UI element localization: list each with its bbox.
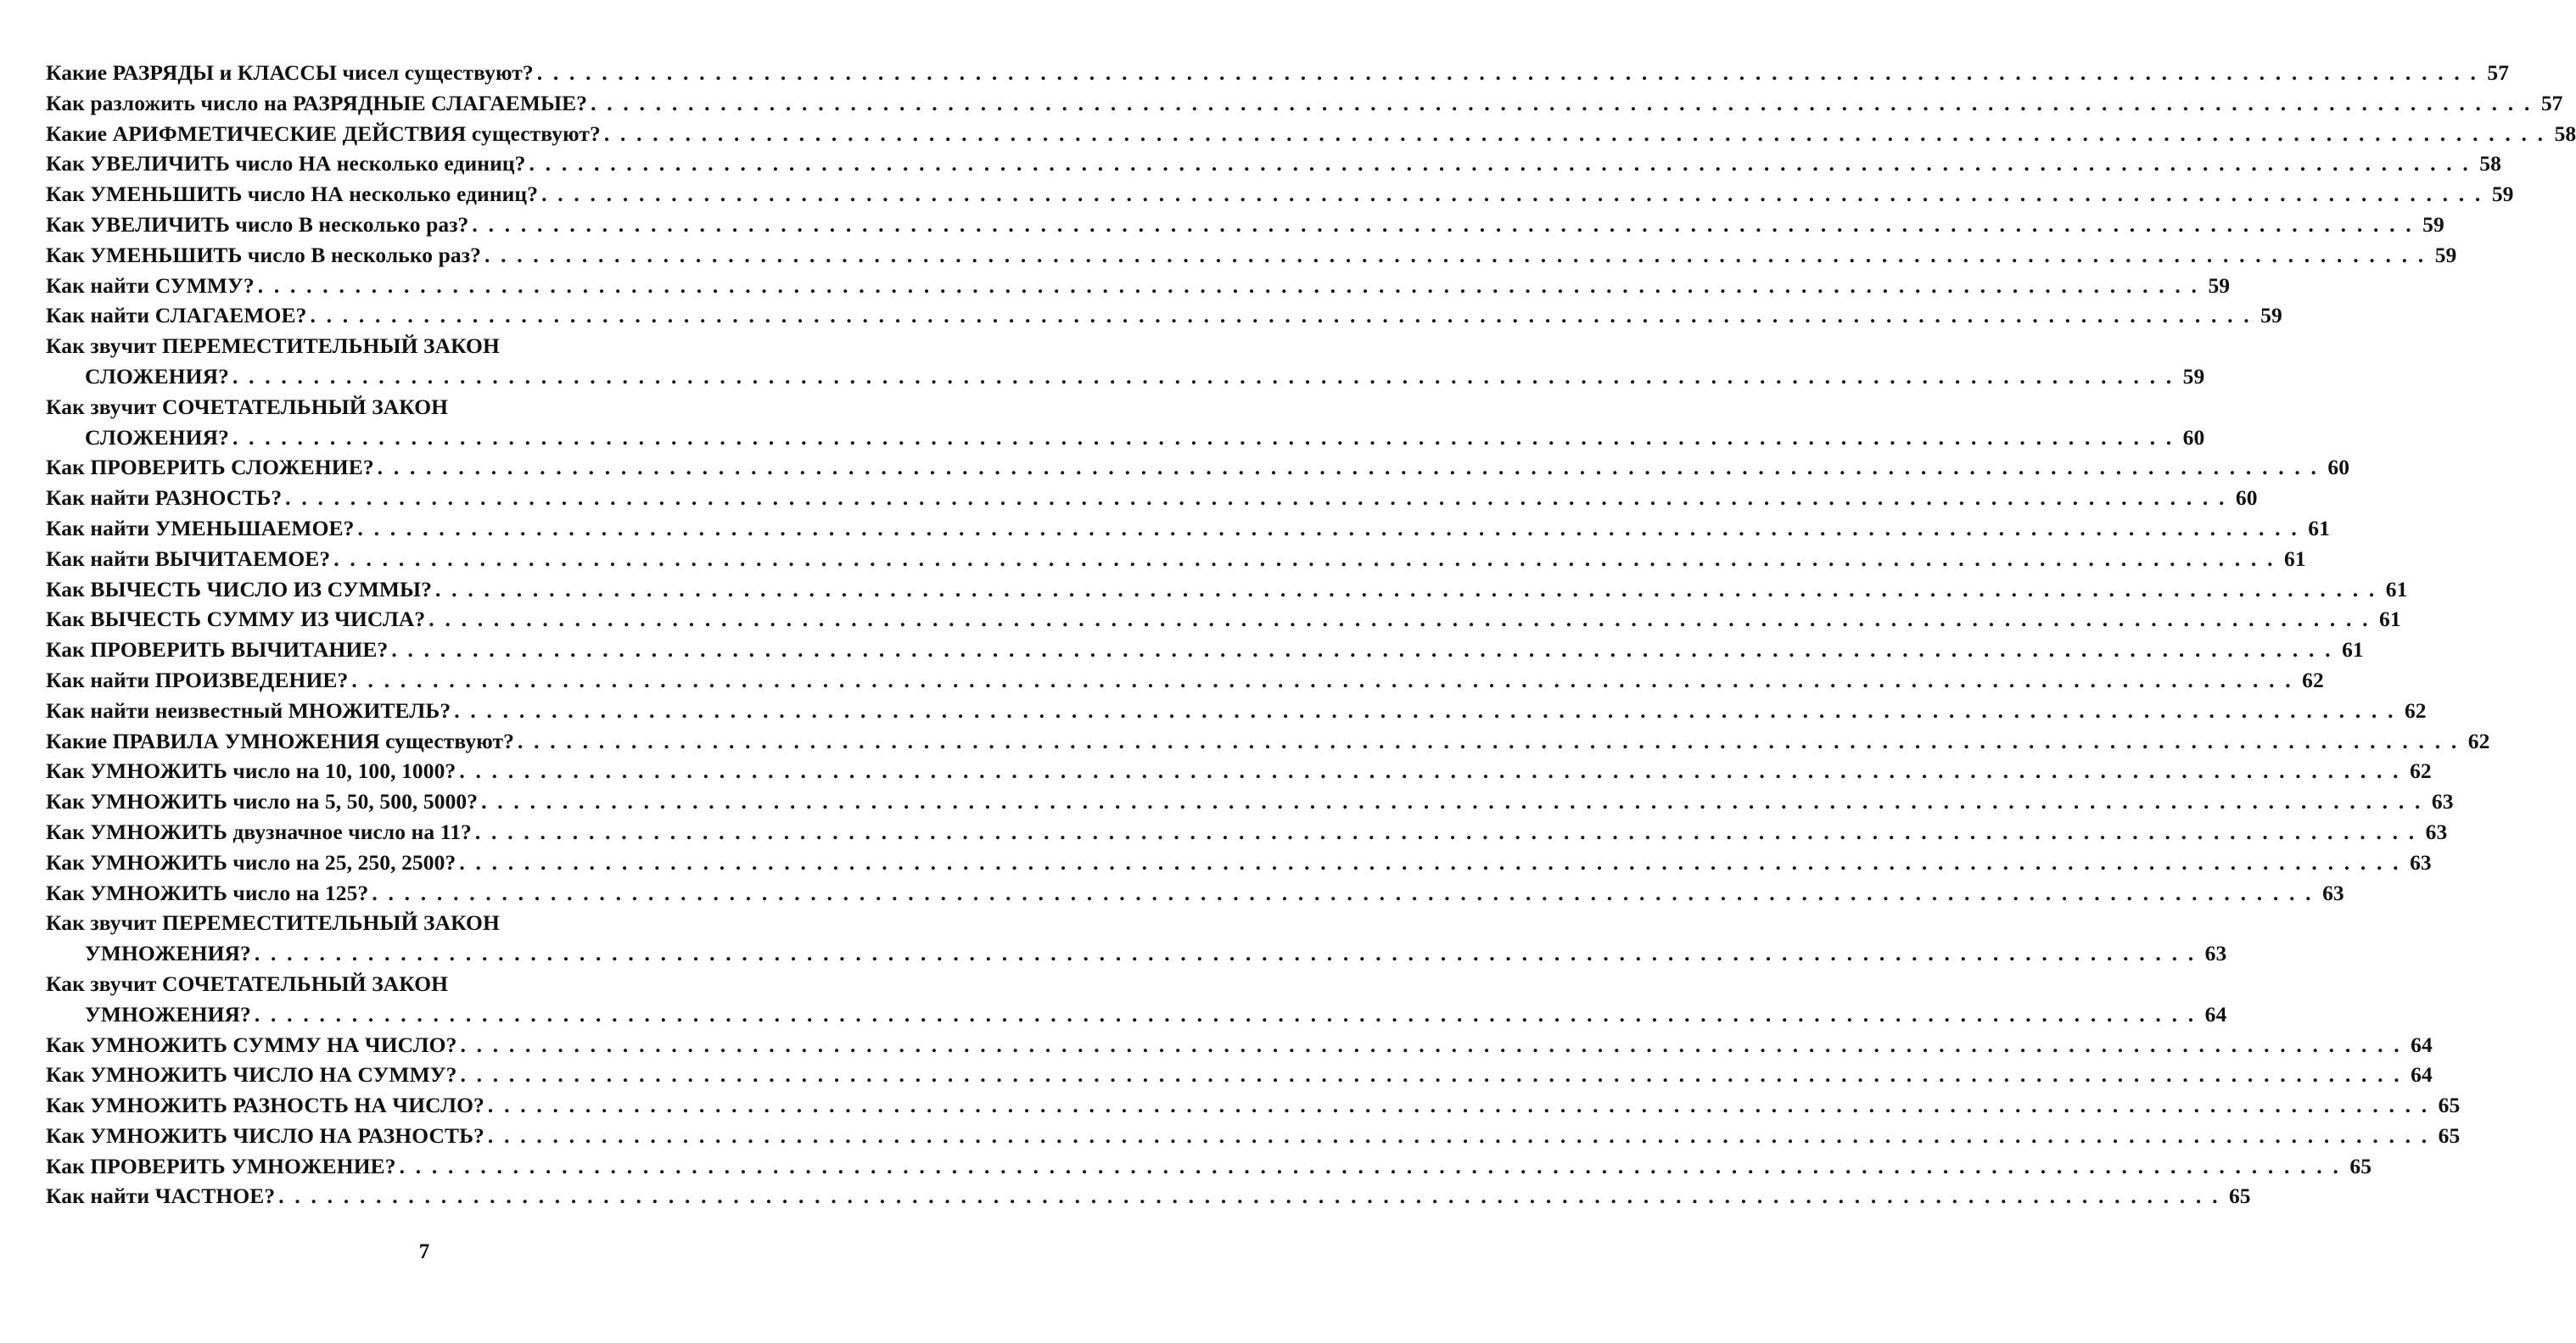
toc-entry-page: 65 xyxy=(2438,1122,2461,1148)
dot-leader: . . . . . . . . . . . . . . . . . . . . . . . . . . . . . . . . . . . . . . . . . . . . . . . . . . . . . . . . . . . . . . . . . . . . . . . . . . . . . . . . . . . . . . . . . . . . . . . . . . . . . . . . . . . . . . . . . . . . . . . . xyxy=(333,546,2276,571)
toc-entry-page: 62 xyxy=(2410,758,2432,784)
toc-entry-26[interactable] xyxy=(46,878,2344,909)
toc-entry-16[interactable] xyxy=(46,574,2408,605)
dot-leader: . . . . . . . . . . . . . . . . . . . . . . . . . . . . . . . . . . . . . . . . . . . . . . . . . . . . . . . . . . . . . . . . . . . . . . . . . . . . . . . . . . . . . . . . . . . . . . . . . . . . . . . . . . . . . . . . . . . . . . . . xyxy=(232,363,2175,389)
dot-leader: . . . . . . . . . . . . . . . . . . . . . . . . . . . . . . . . . . . . . . . . . . . . . . . . . . . . . . . . . . . . . . . . . . . . . . . . . . . . . . . . . . . . . . . . . . . . . . . . . . . . . . . . . . . . . . . . . . . . . . . . xyxy=(454,697,2396,723)
toc-entry-title: Как УМНОЖИТЬ ЧИСЛО НА РАЗНОСТЬ? xyxy=(46,1122,484,1148)
toc-entry-9[interactable] xyxy=(46,300,2282,331)
toc-entry-page: 63 xyxy=(2410,849,2432,875)
toc-entry-title: Как найти ПРОИЗВЕДЕНИЕ? xyxy=(46,667,349,692)
toc-entry-14[interactable] xyxy=(46,513,2330,544)
dot-leader: . . . . . . . . . . . . . . . . . . . . . . . . . . . . . . . . . . . . . . . . . . . . . . . . . . . . . . . . . . . . . . . . . . . . . . . . . . . . . . . . . . . . . . . . . . . . . . . . . . . . . . . . . . . . . . . . . . . . . . . . xyxy=(357,515,2299,540)
dot-leader: . . . . . . . . . . . . . . . . . . . . . . . . . . . . . . . . . . . . . . . . . . . . . . . . . . . . . . . . . . . . . . . . . . . . . . . . . . . . . . . . . . . . . . . . . . . . . . . . . . . . . . . . . . . . . . . . . . . . . . . . xyxy=(541,182,2484,207)
toc-entry-page: 65 xyxy=(2228,1184,2251,1209)
toc-entry-title: Какие ПРАВИЛА УМНОЖЕНИЯ существуют? xyxy=(46,728,514,753)
toc-entry-page: 57 xyxy=(2487,60,2510,85)
toc-entry-page: 61 xyxy=(2308,515,2330,540)
toc-entry-title: Какие РАЗРЯДЫ и КЛАССЫ чисел существуют? xyxy=(46,60,534,85)
toc-entry-title: Как найти СУММУ? xyxy=(46,272,255,298)
dot-leader: . . . . . . . . . . . . . . . . . . . . . . . . . . . . . . . . . . . . . . . . . . . . . . . . . . . . . . . . . . . . . . . . . . . . . . . . . . . . . . . . . . . . . . . . . . . . . . . . . . . . . . . . . . . . . . . . . . . . . . . . xyxy=(591,90,2533,115)
toc-entry-page: 60 xyxy=(2235,485,2258,511)
dot-leader: . . . . . . . . . . . . . . . . . . . . . . . . . . . . . . . . . . . . . . . . . . . . . . . . . . . . . . . . . . . . . . . . . . . . . . . . . . . . . . . . . . . . . . . . . . . . . . . . . . . . . . . . . . . . . . . . . . . . . . . . xyxy=(603,120,2546,146)
toc-entry-first-line: Как звучит СОЧЕТАТЕЛЬНЫЙ ЗАКОН xyxy=(46,394,449,419)
toc-entry-page: 59 xyxy=(2260,303,2282,328)
toc-entry-page: 61 xyxy=(2283,546,2306,571)
toc-entry-first-line: Как звучит ПЕРЕМЕСТИТЕЛЬНЫЙ ЗАКОН xyxy=(46,910,500,936)
toc-entry-line xyxy=(46,1121,2461,1151)
toc-entry-title: Какие АРИФМЕТИЧЕСКИЕ ДЕЙСТВИЯ существуют? xyxy=(46,120,601,146)
toc-entry-first-line: Как звучит ПЕРЕМЕСТИТЕЛЬНЫЙ ЗАКОН xyxy=(46,333,500,359)
dot-leader: . . . . . . . . . . . . . . . . . . . . . . . . . . . . . . . . . . . . . . . . . . . . . . . . . . . . . . . . . . . . . . . . . . . . . . . . . . . . . . . . . . . . . . . . . . . . . . . . . . . . . . . . . . . . . . . . . . . . . . . . xyxy=(536,60,2479,85)
toc-entry-page: 59 xyxy=(2434,242,2457,267)
toc-entry-page: 63 xyxy=(2204,941,2227,966)
dot-leader: . . . . . . . . . . . . . . . . . . . . . . . . . . . . . . . . . . . . . . . . . . . . . . . . . . . . . . . . . . . . . . . . . . . . . . . . . . . . . . . . . . . . . . . . . . . . . . . . . . . . . . . . . . . . . . . . . . . . . . . . xyxy=(459,758,2401,784)
toc-entry-title: Как УМНОЖИТЬ РАЗНОСТЬ НА ЧИСЛО? xyxy=(46,1093,484,1118)
dot-leader: . . . . . . . . . . . . . . . . . . . . . . . . . . . . . . . . . . . . . . . . . . . . . . . . . . . . . . . . . . . . . . . . . . . . . . . . . . . . . . . . . . . . . . . . . . . . . . . . . . . . . . . . . . . . . . . . . . . . . . . . xyxy=(460,1032,2402,1057)
toc-entry-line xyxy=(46,635,2364,665)
toc-entry-4[interactable] xyxy=(46,148,2501,179)
toc-entry-line xyxy=(46,817,2448,848)
toc-entry-title: Как разложить число на РАЗРЯДНЫЕ СЛАГАЕМЫЕ? xyxy=(46,90,588,115)
toc-entry-line xyxy=(46,271,2231,301)
toc-entry-7[interactable] xyxy=(46,240,2457,271)
dot-leader: . . . . . . . . . . . . . . . . . . . . . . . . . . . . . . . . . . . . . . . . . . . . . . . . . . . . . . . . . . . . . . . . . . . . . . . . . . . . . . . . . . . . . . . . . . . . . . . . . . . . . . . . . . . . . . . . . . . . . . . . xyxy=(487,1122,2430,1148)
toc-entry-21[interactable] xyxy=(46,726,2490,757)
toc-entry-title: Как УМНОЖИТЬ двузначное число на 11? xyxy=(46,819,472,844)
toc-entry-page: 63 xyxy=(2322,880,2344,905)
toc-entry-line xyxy=(46,1181,2251,1211)
toc-entry-page: 60 xyxy=(2182,424,2205,450)
toc-entry-line xyxy=(46,756,2432,786)
toc-entry-line xyxy=(46,422,2205,453)
toc-entry-page: 57 xyxy=(2540,90,2563,115)
toc-entry-15[interactable] xyxy=(46,544,2306,574)
toc-entry-11[interactable] xyxy=(46,392,2205,453)
toc-entry-page: 61 xyxy=(2342,637,2364,663)
toc-entry-title: Как ВЫЧЕСТЬ ЧИСЛО ИЗ СУММЫ? xyxy=(46,576,433,602)
toc-entry-line xyxy=(46,604,2401,635)
toc-entry-12[interactable] xyxy=(46,452,2350,483)
toc-entry-page: 58 xyxy=(2554,120,2576,146)
toc-entry-page: 59 xyxy=(2422,211,2444,237)
toc-entry-title: Как найти ВЫЧИТАЕМОЕ? xyxy=(46,546,331,571)
toc-entry-2[interactable] xyxy=(46,88,2563,119)
toc-entry-title: Как ПРОВЕРИТЬ СЛОЖЕНИЕ? xyxy=(46,455,374,480)
dot-leader: . . . . . . . . . . . . . . . . . . . . . . . . . . . . . . . . . . . . . . . . . . . . . . . . . . . . . . . . . . . . . . . . . . . . . . . . . . . . . . . . . . . . . . . . . . . . . . . . . . . . . . . . . . . . . . . . . . . . . . . . xyxy=(372,880,2314,905)
toc-entry-6[interactable] xyxy=(46,210,2444,240)
toc-entry-title: Как УМЕНЬШИТЬ число НА несколько единиц? xyxy=(46,182,539,207)
toc-entry-line xyxy=(46,1151,2372,1182)
toc-entry-page: 59 xyxy=(2208,272,2231,298)
dot-leader: . . . . . . . . . . . . . . . . . . . . . . . . . . . . . . . . . . . . . . . . . . . . . . . . . . . . . . . . . . . . . . . . . . . . . . . . . . . . . . . . . . . . . . . . . . . . . . . . . . . . . . . . . . . . . . . . . . . . . . . . xyxy=(310,303,2252,328)
toc-entry-page: 59 xyxy=(2182,363,2205,389)
toc-entry-5[interactable] xyxy=(46,179,2514,210)
toc-entry-title: Как найти неизвестный МНОЖИТЕЛЬ? xyxy=(46,697,451,723)
dot-leader: . . . . . . . . . . . . . . . . . . . . . . . . . . . . . . . . . . . . . . . . . . . . . . . . . . . . . . . . . . . . . . . . . . . . . . . . . . . . . . . . . . . . . . . . . . . . . . . . . . . . . . . . . . . . . . . . . . . . . . . . xyxy=(435,576,2377,602)
toc-entry-page: 65 xyxy=(2349,1153,2372,1178)
toc-entry-3[interactable] xyxy=(46,119,2576,149)
toc-entry-line xyxy=(46,726,2490,757)
toc-entry-line xyxy=(46,452,2350,483)
toc-entry-page: 62 xyxy=(2467,728,2490,753)
dot-leader: . . . . . . . . . . . . . . . . . . . . . . . . . . . . . . . . . . . . . . . . . . . . . . . . . . . . . . . . . . . . . . . . . . . . . . . . . . . . . . . . . . . . . . . . . . . . . . . . . . . . . . . . . . . . . . . . . . . . . . . . xyxy=(232,424,2175,450)
toc-entry-title: Как УМНОЖИТЬ число на 5, 50, 500, 5000? xyxy=(46,789,479,814)
toc-entry-line xyxy=(46,786,2454,817)
toc-entry-page: 58 xyxy=(2479,151,2501,176)
dot-leader: . . . . . . . . . . . . . . . . . . . . . . . . . . . . . . . . . . . . . . . . . . . . . . . . . . . . . . . . . . . . . . . . . . . . . . . . . . . . . . . . . . . . . . . . . . . . . . . . . . . . . . . . . . . . . . . . . . . . . . . . xyxy=(529,151,2471,176)
toc-entry-title: Как найти ЧАСТНОЕ? xyxy=(46,1184,276,1209)
toc-entry-29[interactable] xyxy=(46,1030,2433,1060)
toc-entry-title: УМНОЖЕНИЯ? xyxy=(85,1001,251,1027)
toc-entry-line xyxy=(46,513,2330,544)
toc-entry-first-line: Как звучит СОЧЕТАТЕЛЬНЫЙ ЗАКОН xyxy=(46,971,449,996)
toc-entry-title: СЛОЖЕНИЯ? xyxy=(85,363,229,389)
dot-leader: . . . . . . . . . . . . . . . . . . . . . . . . . . . . . . . . . . . . . . . . . . . . . . . . . . . . . . . . . . . . . . . . . . . . . . . . . . . . . . . . . . . . . . . . . . . . . . . . . . . . . . . . . . . . . . . . . . . . . . . . xyxy=(460,1062,2402,1088)
toc-entry-27[interactable] xyxy=(46,908,2227,969)
toc-entry-title: Как УМНОЖИТЬ СУММУ НА ЧИСЛО? xyxy=(46,1032,457,1057)
toc-entry-28[interactable] xyxy=(46,969,2227,1030)
toc-entry-title: Как УВЕЛИЧИТЬ число В несколько раз? xyxy=(46,211,469,237)
toc-entry-33[interactable] xyxy=(46,1151,2372,1182)
toc-entry-title: СЛОЖЕНИЯ? xyxy=(85,424,229,450)
toc-entry-line xyxy=(46,148,2501,179)
toc-entry-title: Как УМНОЖИТЬ ЧИСЛО НА СУММУ? xyxy=(46,1062,457,1088)
toc-entry-line xyxy=(46,999,2227,1030)
toc-entry-line xyxy=(46,848,2432,878)
toc-entry-30[interactable] xyxy=(46,1060,2433,1090)
toc-entry-page: 62 xyxy=(2404,697,2427,723)
toc-entry-page: 59 xyxy=(2491,182,2514,207)
toc-entry-page: 64 xyxy=(2204,1001,2227,1027)
dot-leader: . . . . . . . . . . . . . . . . . . . . . . . . . . . . . . . . . . . . . . . . . . . . . . . . . . . . . . . . . . . . . . . . . . . . . . . . . . . . . . . . . . . . . . . . . . . . . . . . . . . . . . . . . . . . . . . . . . . . . . . . xyxy=(391,637,2333,663)
toc-entry-page: 64 xyxy=(2411,1032,2433,1057)
toc-entry-line xyxy=(46,119,2576,149)
toc-entry-10[interactable] xyxy=(46,331,2205,392)
toc-entry-line xyxy=(46,300,2282,331)
toc-entry-31[interactable] xyxy=(46,1090,2461,1121)
toc-entry-title: УМНОЖЕНИЯ? xyxy=(85,941,251,966)
toc-entry-page: 64 xyxy=(2411,1062,2433,1088)
toc-entry-line xyxy=(46,1060,2433,1090)
toc-entry-18[interactable] xyxy=(46,635,2364,665)
toc-entry-page: 61 xyxy=(2379,607,2401,632)
dot-leader: . . . . . . . . . . . . . . . . . . . . . . . . . . . . . . . . . . . . . . . . . . . . . . . . . . . . . . . . . . . . . . . . . . . . . . . . . . . . . . . . . . . . . . . . . . . . . . . . . . . . . . . . . . . . . . . . . . . . . . . . xyxy=(459,849,2401,875)
toc-entry-page: 63 xyxy=(2431,789,2454,814)
toc-entry-page: 62 xyxy=(2302,667,2324,692)
dot-leader: . . . . . . . . . . . . . . . . . . . . . . . . . . . . . . . . . . . . . . . . . . . . . . . . . . . . . . . . . . . . . . . . . . . . . . . . . . . . . . . . . . . . . . . . . . . . . . . . . . . . . . . . . . . . . . . . . . . . . . . . xyxy=(351,667,2293,692)
toc-entry-page: 63 xyxy=(2425,819,2448,844)
toc-entry-page: 60 xyxy=(2327,455,2350,480)
dot-leader: . . . . . . . . . . . . . . . . . . . . . . . . . . . . . . . . . . . . . . . . . . . . . . . . . . . . . . . . . . . . . . . . . . . . . . . . . . . . . . . . . . . . . . . . . . . . . . . . . . . . . . . . . . . . . . . . . . . . . . . . xyxy=(377,455,2320,480)
dot-leader: . . . . . . . . . . . . . . . . . . . . . . . . . . . . . . . . . . . . . . . . . . . . . . . . . . . . . . . . . . . . . . . . . . . . . . . . . . . . . . . . . . . . . . . . . . . . . . . . . . . . . . . . . . . . . . . . . . . . . . . . xyxy=(285,485,2227,511)
toc-entry-line xyxy=(46,1090,2461,1121)
toc-entry-title: Как ВЫЧЕСТЬ СУММУ ИЗ ЧИСЛА? xyxy=(46,607,426,632)
toc-entry-23[interactable] xyxy=(46,786,2454,817)
toc-entry-1[interactable] xyxy=(46,58,2510,88)
toc-entry-title: Как УМНОЖИТЬ число на 10, 100, 1000? xyxy=(46,758,456,784)
toc-entry-line xyxy=(46,544,2306,574)
toc-entry-line xyxy=(46,696,2427,726)
toc-entry-title: Как УМНОЖИТЬ число на 25, 250, 2500? xyxy=(46,849,456,875)
toc-entry-24[interactable] xyxy=(46,817,2448,848)
dot-leader: . . . . . . . . . . . . . . . . . . . . . . . . . . . . . . . . . . . . . . . . . . . . . . . . . . . . . . . . . . . . . . . . . . . . . . . . . . . . . . . . . . . . . . . . . . . . . . . . . . . . . . . . . . . . . . . . . . . . . . . . xyxy=(254,941,2197,966)
toc-entry-line xyxy=(46,938,2227,969)
toc-entry-page: 65 xyxy=(2438,1093,2461,1118)
toc-entry-line xyxy=(46,483,2258,513)
dot-leader: . . . . . . . . . . . . . . . . . . . . . . . . . . . . . . . . . . . . . . . . . . . . . . . . . . . . . . . . . . . . . . . . . . . . . . . . . . . . . . . . . . . . . . . . . . . . . . . . . . . . . . . . . . . . . . . . . . . . . . . . xyxy=(474,819,2417,844)
toc-entry-title: Как УВЕЛИЧИТЬ число НА несколько единиц? xyxy=(46,151,526,176)
page-number: 7 xyxy=(418,1240,430,1263)
toc-entry-page: 61 xyxy=(2385,576,2408,602)
dot-leader: . . . . . . . . . . . . . . . . . . . . . . . . . . . . . . . . . . . . . . . . . . . . . . . . . . . . . . . . . . . . . . . . . . . . . . . . . . . . . . . . . . . . . . . . . . . . . . . . . . . . . . . . . . . . . . . . . . . . . . . . xyxy=(487,1093,2430,1118)
toc-entry-20[interactable] xyxy=(46,696,2427,726)
toc-entry-34[interactable] xyxy=(46,1181,2251,1211)
toc-entry-title: Как ПРОВЕРИТЬ УМНОЖЕНИЕ? xyxy=(46,1153,396,1178)
dot-leader: . . . . . . . . . . . . . . . . . . . . . . . . . . . . . . . . . . . . . . . . . . . . . . . . . . . . . . . . . . . . . . . . . . . . . . . . . . . . . . . . . . . . . . . . . . . . . . . . . . . . . . . . . . . . . . . . . . . . . . . . xyxy=(518,728,2460,753)
table-of-contents xyxy=(46,58,2576,1211)
toc-entry-line xyxy=(46,88,2563,119)
dot-leader: . . . . . . . . . . . . . . . . . . . . . . . . . . . . . . . . . . . . . . . . . . . . . . . . . . . . . . . . . . . . . . . . . . . . . . . . . . . . . . . . . . . . . . . . . . . . . . . . . . . . . . . . . . . . . . . . . . . . . . . . xyxy=(472,211,2414,237)
toc-entry-22[interactable] xyxy=(46,756,2432,786)
toc-entry-19[interactable] xyxy=(46,665,2324,696)
toc-entry-line xyxy=(46,574,2408,605)
dot-leader: . . . . . . . . . . . . . . . . . . . . . . . . . . . . . . . . . . . . . . . . . . . . . . . . . . . . . . . . . . . . . . . . . . . . . . . . . . . . . . . . . . . . . . . . . . . . . . . . . . . . . . . . . . . . . . . . . . . . . . . . xyxy=(481,789,2423,814)
toc-entry-line xyxy=(46,878,2344,909)
dot-leader: . . . . . . . . . . . . . . . . . . . . . . . . . . . . . . . . . . . . . . . . . . . . . . . . . . . . . . . . . . . . . . . . . . . . . . . . . . . . . . . . . . . . . . . . . . . . . . . . . . . . . . . . . . . . . . . . . . . . . . . . xyxy=(428,607,2371,632)
toc-entry-17[interactable] xyxy=(46,604,2401,635)
toc-entry-13[interactable] xyxy=(46,483,2258,513)
toc-entry-title: Как УМЕНЬШИТЬ число В несколько раз? xyxy=(46,242,481,267)
toc-entry-line xyxy=(46,210,2444,240)
toc-entry-32[interactable] xyxy=(46,1121,2461,1151)
dot-leader: . . . . . . . . . . . . . . . . . . . . . . . . . . . . . . . . . . . . . . . . . . . . . . . . . . . . . . . . . . . . . . . . . . . . . . . . . . . . . . . . . . . . . . . . . . . . . . . . . . . . . . . . . . . . . . . . . . . . . . . . xyxy=(484,242,2427,267)
toc-entry-line xyxy=(46,240,2457,271)
dot-leader: . . . . . . . . . . . . . . . . . . . . . . . . . . . . . . . . . . . . . . . . . . . . . . . . . . . . . . . . . . . . . . . . . . . . . . . . . . . . . . . . . . . . . . . . . . . . . . . . . . . . . . . . . . . . . . . . . . . . . . . . xyxy=(278,1184,2220,1209)
toc-entry-line xyxy=(46,361,2205,392)
toc-entry-line xyxy=(46,665,2324,696)
toc-entry-title: Как найти РАЗНОСТЬ? xyxy=(46,485,283,511)
toc-entry-title: Как найти СЛАГАЕМОЕ? xyxy=(46,303,307,328)
toc-entry-title: Как ПРОВЕРИТЬ ВЫЧИТАНИЕ? xyxy=(46,637,389,663)
dot-leader: . . . . . . . . . . . . . . . . . . . . . . . . . . . . . . . . . . . . . . . . . . . . . . . . . . . . . . . . . . . . . . . . . . . . . . . . . . . . . . . . . . . . . . . . . . . . . . . . . . . . . . . . . . . . . . . . . . . . . . . . xyxy=(399,1153,2342,1178)
dot-leader: . . . . . . . . . . . . . . . . . . . . . . . . . . . . . . . . . . . . . . . . . . . . . . . . . . . . . . . . . . . . . . . . . . . . . . . . . . . . . . . . . . . . . . . . . . . . . . . . . . . . . . . . . . . . . . . . . . . . . . . . xyxy=(257,272,2200,298)
dot-leader: . . . . . . . . . . . . . . . . . . . . . . . . . . . . . . . . . . . . . . . . . . . . . . . . . . . . . . . . . . . . . . . . . . . . . . . . . . . . . . . . . . . . . . . . . . . . . . . . . . . . . . . . . . . . . . . . . . . . . . . . xyxy=(254,1001,2197,1027)
toc-entry-8[interactable] xyxy=(46,271,2231,301)
toc-entry-line xyxy=(46,1030,2433,1060)
toc-entry-line xyxy=(46,58,2510,88)
toc-entry-title: Как найти УМЕНЬШАЕМОЕ? xyxy=(46,515,355,540)
toc-entry-title: Как УМНОЖИТЬ число на 125? xyxy=(46,880,369,905)
toc-entry-25[interactable] xyxy=(46,848,2432,878)
toc-entry-line xyxy=(46,179,2514,210)
